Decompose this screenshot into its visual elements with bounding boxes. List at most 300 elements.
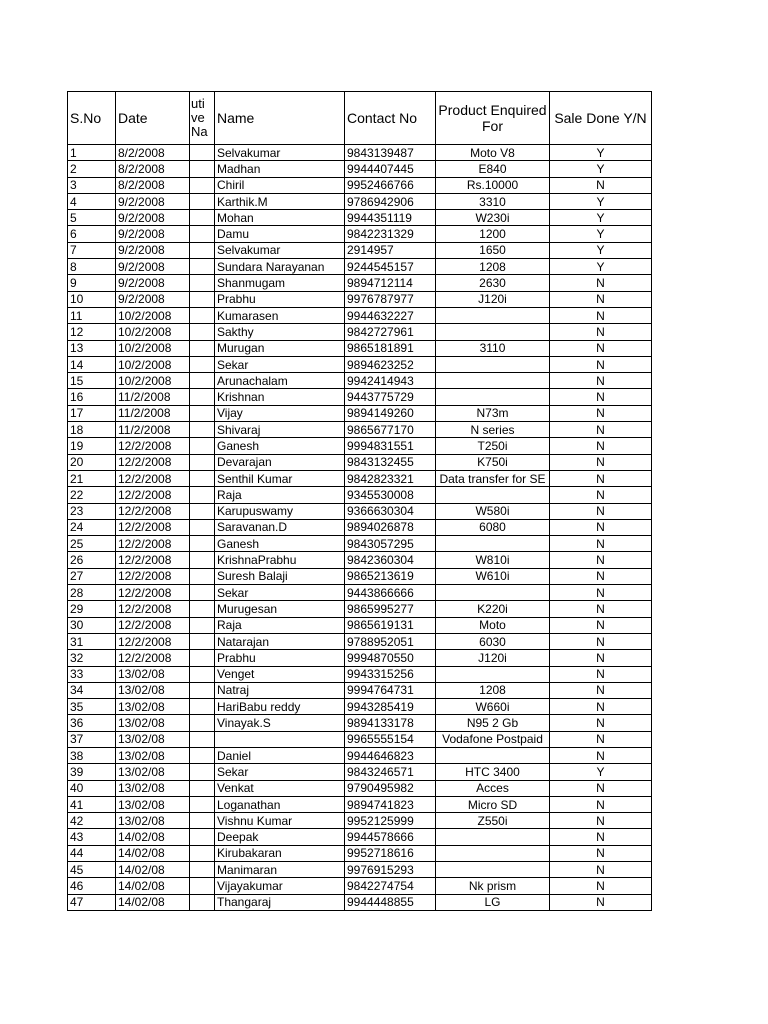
cell-contact: 9994870550 — [345, 650, 436, 666]
cell-sno: 47 — [68, 894, 116, 910]
cell-sale: N — [550, 813, 652, 829]
cell-product: 2630 — [436, 275, 550, 291]
cell-contact: 9842231329 — [345, 226, 436, 242]
cell-date: 12/2/2008 — [116, 617, 190, 633]
table-row — [68, 617, 652, 633]
cell-executive — [190, 210, 215, 226]
cell-name: Venkat — [215, 780, 345, 796]
cell-contact: 9366630304 — [345, 503, 436, 519]
cell-date: 12/2/2008 — [116, 470, 190, 486]
table-row — [68, 405, 652, 421]
cell-date: 12/2/2008 — [116, 650, 190, 666]
cell-sno: 39 — [68, 764, 116, 780]
cell-sale: N — [550, 878, 652, 894]
cell-executive — [190, 862, 215, 878]
cell-sno: 19 — [68, 438, 116, 454]
cell-sale: N — [550, 862, 652, 878]
cell-contact: 9443866666 — [345, 585, 436, 601]
table-row — [68, 878, 652, 894]
table-row — [68, 536, 652, 552]
cell-executive — [190, 356, 215, 372]
cell-sale: N — [550, 780, 652, 796]
cell-product: 1208 — [436, 259, 550, 275]
table-row — [68, 470, 652, 486]
cell-contact: 9976915293 — [345, 862, 436, 878]
cell-name: Senthil Kumar — [215, 470, 345, 486]
cell-product: W810i — [436, 552, 550, 568]
cell-sale: N — [550, 666, 652, 682]
cell-product: 3310 — [436, 193, 550, 209]
cell-sale: Y — [550, 145, 652, 161]
table-row — [68, 633, 652, 649]
cell-date: 12/2/2008 — [116, 487, 190, 503]
cell-executive — [190, 568, 215, 584]
cell-sno: 17 — [68, 405, 116, 421]
cell-product: Moto V8 — [436, 145, 550, 161]
cell-date: 13/02/08 — [116, 813, 190, 829]
cell-executive — [190, 454, 215, 470]
cell-sno: 42 — [68, 813, 116, 829]
table-row — [68, 145, 652, 161]
header-product-enquired: Product Enquired For — [436, 92, 550, 145]
cell-date: 12/2/2008 — [116, 633, 190, 649]
cell-sno: 16 — [68, 389, 116, 405]
cell-executive — [190, 519, 215, 535]
cell-sno: 18 — [68, 422, 116, 438]
cell-date: 12/2/2008 — [116, 503, 190, 519]
cell-date: 12/2/2008 — [116, 585, 190, 601]
cell-contact: 9790495982 — [345, 780, 436, 796]
cell-sno: 26 — [68, 552, 116, 568]
cell-name: Shanmugam — [215, 275, 345, 291]
cell-contact: 2914957 — [345, 242, 436, 258]
cell-contact: 9952125999 — [345, 813, 436, 829]
cell-sale: N — [550, 747, 652, 763]
cell-executive — [190, 275, 215, 291]
table-row — [68, 568, 652, 584]
cell-executive — [190, 145, 215, 161]
cell-date: 9/2/2008 — [116, 210, 190, 226]
cell-sno: 44 — [68, 845, 116, 861]
cell-sno: 3 — [68, 177, 116, 193]
cell-executive — [190, 177, 215, 193]
table-row — [68, 487, 652, 503]
table-row — [68, 291, 652, 307]
cell-date: 9/2/2008 — [116, 242, 190, 258]
cell-sno: 46 — [68, 878, 116, 894]
table-row — [68, 161, 652, 177]
cell-name: Devarajan — [215, 454, 345, 470]
cell-date: 10/2/2008 — [116, 373, 190, 389]
cell-date: 9/2/2008 — [116, 291, 190, 307]
cell-sale: N — [550, 503, 652, 519]
cell-sno: 8 — [68, 259, 116, 275]
cell-contact: 9944407445 — [345, 161, 436, 177]
table-row — [68, 796, 652, 812]
table-body — [68, 145, 652, 911]
cell-name: HariBabu reddy — [215, 699, 345, 715]
table-row — [68, 682, 652, 698]
cell-date: 10/2/2008 — [116, 356, 190, 372]
cell-product — [436, 487, 550, 503]
cell-sno: 13 — [68, 340, 116, 356]
cell-product — [436, 536, 550, 552]
cell-product — [436, 845, 550, 861]
cell-contact: 9244545157 — [345, 259, 436, 275]
cell-name: Vijay — [215, 405, 345, 421]
cell-executive — [190, 503, 215, 519]
header-contact-no: Contact No — [345, 92, 436, 145]
cell-sno: 37 — [68, 731, 116, 747]
table-row — [68, 731, 652, 747]
cell-executive — [190, 340, 215, 356]
cell-sno: 34 — [68, 682, 116, 698]
cell-sale: N — [550, 552, 652, 568]
cell-sno: 40 — [68, 780, 116, 796]
cell-executive — [190, 796, 215, 812]
cell-date: 13/02/08 — [116, 682, 190, 698]
cell-date: 8/2/2008 — [116, 177, 190, 193]
cell-product — [436, 666, 550, 682]
cell-name: Sekar — [215, 585, 345, 601]
cell-executive — [190, 764, 215, 780]
cell-contact: 9952466766 — [345, 177, 436, 193]
cell-date: 8/2/2008 — [116, 161, 190, 177]
cell-date: 13/02/08 — [116, 780, 190, 796]
cell-name: Karupuswamy — [215, 503, 345, 519]
cell-sale: N — [550, 568, 652, 584]
cell-name: Madhan — [215, 161, 345, 177]
cell-contact: 9865619131 — [345, 617, 436, 633]
cell-contact: 9843132455 — [345, 454, 436, 470]
table-row — [68, 519, 652, 535]
header-sno: S.No — [68, 92, 116, 145]
cell-sno: 12 — [68, 324, 116, 340]
cell-executive — [190, 438, 215, 454]
cell-executive — [190, 161, 215, 177]
enquiry-table — [67, 91, 652, 911]
cell-name: Sekar — [215, 356, 345, 372]
cell-sale: Y — [550, 259, 652, 275]
cell-name: Selvakumar — [215, 242, 345, 258]
cell-product: K750i — [436, 454, 550, 470]
cell-date: 10/2/2008 — [116, 307, 190, 323]
cell-date: 11/2/2008 — [116, 389, 190, 405]
cell-contact: 9843246571 — [345, 764, 436, 780]
cell-executive — [190, 780, 215, 796]
cell-name: Ganesh — [215, 438, 345, 454]
cell-sno: 41 — [68, 796, 116, 812]
cell-sale: Y — [550, 242, 652, 258]
cell-name: Sundara Narayanan — [215, 259, 345, 275]
cell-contact: 9894149260 — [345, 405, 436, 421]
cell-contact: 9944632227 — [345, 307, 436, 323]
table-row — [68, 210, 652, 226]
cell-executive — [190, 715, 215, 731]
cell-sale: N — [550, 894, 652, 910]
cell-name: Venget — [215, 666, 345, 682]
cell-executive — [190, 373, 215, 389]
table-row — [68, 699, 652, 715]
table-row — [68, 829, 652, 845]
cell-product: N series — [436, 422, 550, 438]
cell-product: 1650 — [436, 242, 550, 258]
cell-contact: 9944578666 — [345, 829, 436, 845]
cell-date: 14/02/08 — [116, 894, 190, 910]
cell-executive — [190, 193, 215, 209]
cell-name: Arunachalam — [215, 373, 345, 389]
cell-name: Natarajan — [215, 633, 345, 649]
cell-product: T250i — [436, 438, 550, 454]
table-row — [68, 503, 652, 519]
cell-executive — [190, 650, 215, 666]
cell-sno: 43 — [68, 829, 116, 845]
cell-contact: 9942414943 — [345, 373, 436, 389]
cell-product: Rs.10000 — [436, 177, 550, 193]
cell-name: Raja — [215, 617, 345, 633]
cell-executive — [190, 307, 215, 323]
cell-product — [436, 389, 550, 405]
cell-sale: N — [550, 373, 652, 389]
cell-sno: 6 — [68, 226, 116, 242]
cell-product: Z550i — [436, 813, 550, 829]
cell-name: Kirubakaran — [215, 845, 345, 861]
cell-executive — [190, 536, 215, 552]
cell-name: Sekar — [215, 764, 345, 780]
cell-contact: 9976787977 — [345, 291, 436, 307]
table-row — [68, 438, 652, 454]
cell-product — [436, 324, 550, 340]
cell-product: Micro SD — [436, 796, 550, 812]
cell-date: 11/2/2008 — [116, 405, 190, 421]
cell-name: Loganathan — [215, 796, 345, 812]
cell-sno: 27 — [68, 568, 116, 584]
cell-name: Natraj — [215, 682, 345, 698]
cell-contact: 9865213619 — [345, 568, 436, 584]
cell-executive — [190, 226, 215, 242]
cell-sale: N — [550, 715, 652, 731]
cell-contact: 9842360304 — [345, 552, 436, 568]
cell-sno: 38 — [68, 747, 116, 763]
cell-sale: N — [550, 291, 652, 307]
cell-executive — [190, 731, 215, 747]
cell-sale: N — [550, 585, 652, 601]
cell-date: 13/02/08 — [116, 747, 190, 763]
cell-name: Ganesh — [215, 536, 345, 552]
table-row — [68, 894, 652, 910]
cell-executive — [190, 389, 215, 405]
cell-date: 13/02/08 — [116, 715, 190, 731]
cell-name: Selvakumar — [215, 145, 345, 161]
cell-contact: 9842274754 — [345, 878, 436, 894]
cell-date: 9/2/2008 — [116, 193, 190, 209]
cell-contact: 9345530008 — [345, 487, 436, 503]
cell-sale: N — [550, 307, 652, 323]
cell-sale: Y — [550, 226, 652, 242]
cell-name: Manimaran — [215, 862, 345, 878]
cell-executive — [190, 552, 215, 568]
table-row — [68, 356, 652, 372]
cell-product: W610i — [436, 568, 550, 584]
cell-product — [436, 829, 550, 845]
cell-product — [436, 373, 550, 389]
cell-executive — [190, 242, 215, 258]
cell-product: W230i — [436, 210, 550, 226]
cell-product — [436, 585, 550, 601]
cell-date: 13/02/08 — [116, 666, 190, 682]
cell-date: 13/02/08 — [116, 796, 190, 812]
cell-sno: 2 — [68, 161, 116, 177]
cell-executive — [190, 324, 215, 340]
cell-contact: 9952718616 — [345, 845, 436, 861]
cell-product: 3110 — [436, 340, 550, 356]
table-row — [68, 242, 652, 258]
cell-contact: 9894712114 — [345, 275, 436, 291]
cell-product: 1200 — [436, 226, 550, 242]
cell-sale: N — [550, 454, 652, 470]
cell-executive — [190, 405, 215, 421]
cell-sno: 23 — [68, 503, 116, 519]
cell-name: Sakthy — [215, 324, 345, 340]
cell-executive — [190, 894, 215, 910]
cell-product: N73m — [436, 405, 550, 421]
cell-product: K220i — [436, 601, 550, 617]
cell-date: 14/02/08 — [116, 862, 190, 878]
cell-product — [436, 307, 550, 323]
cell-sno: 4 — [68, 193, 116, 209]
cell-sale: Y — [550, 161, 652, 177]
cell-name: Suresh Balaji — [215, 568, 345, 584]
header-sale-done: Sale Done Y/N — [550, 92, 652, 145]
cell-contact: 9894133178 — [345, 715, 436, 731]
cell-product: J120i — [436, 650, 550, 666]
cell-product: Moto — [436, 617, 550, 633]
table-row — [68, 666, 652, 682]
cell-name: Saravanan.D — [215, 519, 345, 535]
cell-name — [215, 731, 345, 747]
cell-date: 14/02/08 — [116, 845, 190, 861]
cell-date: 8/2/2008 — [116, 145, 190, 161]
cell-executive — [190, 845, 215, 861]
cell-sale: N — [550, 650, 652, 666]
cell-name: Shivaraj — [215, 422, 345, 438]
cell-sno: 31 — [68, 633, 116, 649]
cell-sno: 7 — [68, 242, 116, 258]
cell-product: 1208 — [436, 682, 550, 698]
cell-sno: 32 — [68, 650, 116, 666]
table-row — [68, 373, 652, 389]
cell-date: 12/2/2008 — [116, 519, 190, 535]
cell-sale: N — [550, 177, 652, 193]
cell-name: Thangaraj — [215, 894, 345, 910]
cell-sale: Y — [550, 764, 652, 780]
cell-sale: N — [550, 731, 652, 747]
cell-sno: 5 — [68, 210, 116, 226]
cell-name: Chiril — [215, 177, 345, 193]
cell-sale: N — [550, 422, 652, 438]
cell-date: 13/02/08 — [116, 764, 190, 780]
cell-sale: N — [550, 438, 652, 454]
cell-sale: N — [550, 829, 652, 845]
cell-date: 12/2/2008 — [116, 601, 190, 617]
cell-contact: 9994831551 — [345, 438, 436, 454]
cell-executive — [190, 601, 215, 617]
header-row — [68, 92, 652, 145]
cell-executive — [190, 585, 215, 601]
cell-contact: 9894623252 — [345, 356, 436, 372]
cell-sno: 15 — [68, 373, 116, 389]
cell-sno: 25 — [68, 536, 116, 552]
header-name: Name — [215, 92, 345, 145]
table-row — [68, 601, 652, 617]
cell-date: 12/2/2008 — [116, 552, 190, 568]
table-row — [68, 454, 652, 470]
cell-name: Raja — [215, 487, 345, 503]
cell-contact: 9842727961 — [345, 324, 436, 340]
cell-sale: N — [550, 389, 652, 405]
table-row — [68, 259, 652, 275]
cell-name: Damu — [215, 226, 345, 242]
cell-date: 14/02/08 — [116, 829, 190, 845]
table-row — [68, 389, 652, 405]
cell-contact: 9865677170 — [345, 422, 436, 438]
cell-product: E840 — [436, 161, 550, 177]
cell-sno: 11 — [68, 307, 116, 323]
cell-date: 13/02/08 — [116, 731, 190, 747]
cell-name: Prabhu — [215, 291, 345, 307]
cell-date: 9/2/2008 — [116, 226, 190, 242]
cell-sale: N — [550, 470, 652, 486]
header-date: Date — [116, 92, 190, 145]
cell-sale: N — [550, 487, 652, 503]
cell-product: Nk prism — [436, 878, 550, 894]
cell-date: 10/2/2008 — [116, 340, 190, 356]
cell-contact: 9894741823 — [345, 796, 436, 812]
cell-executive — [190, 682, 215, 698]
cell-contact: 9842823321 — [345, 470, 436, 486]
table-row — [68, 780, 652, 796]
cell-sno: 29 — [68, 601, 116, 617]
cell-date: 12/2/2008 — [116, 454, 190, 470]
cell-sale: N — [550, 324, 652, 340]
cell-contact: 9843057295 — [345, 536, 436, 552]
cell-sno: 20 — [68, 454, 116, 470]
cell-sale: N — [550, 519, 652, 535]
cell-contact: 9943315256 — [345, 666, 436, 682]
cell-executive — [190, 617, 215, 633]
cell-sno: 36 — [68, 715, 116, 731]
cell-executive — [190, 699, 215, 715]
cell-sno: 28 — [68, 585, 116, 601]
cell-sno: 33 — [68, 666, 116, 682]
cell-contact: 9865995277 — [345, 601, 436, 617]
cell-name: Mohan — [215, 210, 345, 226]
cell-executive — [190, 813, 215, 829]
cell-date: 12/2/2008 — [116, 536, 190, 552]
cell-sno: 45 — [68, 862, 116, 878]
cell-product: Vodafone Postpaid — [436, 731, 550, 747]
cell-contact: 9944646823 — [345, 747, 436, 763]
cell-contact: 9944351119 — [345, 210, 436, 226]
cell-sno: 24 — [68, 519, 116, 535]
cell-product: LG — [436, 894, 550, 910]
cell-sale: N — [550, 682, 652, 698]
cell-executive — [190, 633, 215, 649]
table-row — [68, 813, 652, 829]
cell-executive — [190, 829, 215, 845]
cell-product: HTC 3400 — [436, 764, 550, 780]
cell-name: Deepak — [215, 829, 345, 845]
